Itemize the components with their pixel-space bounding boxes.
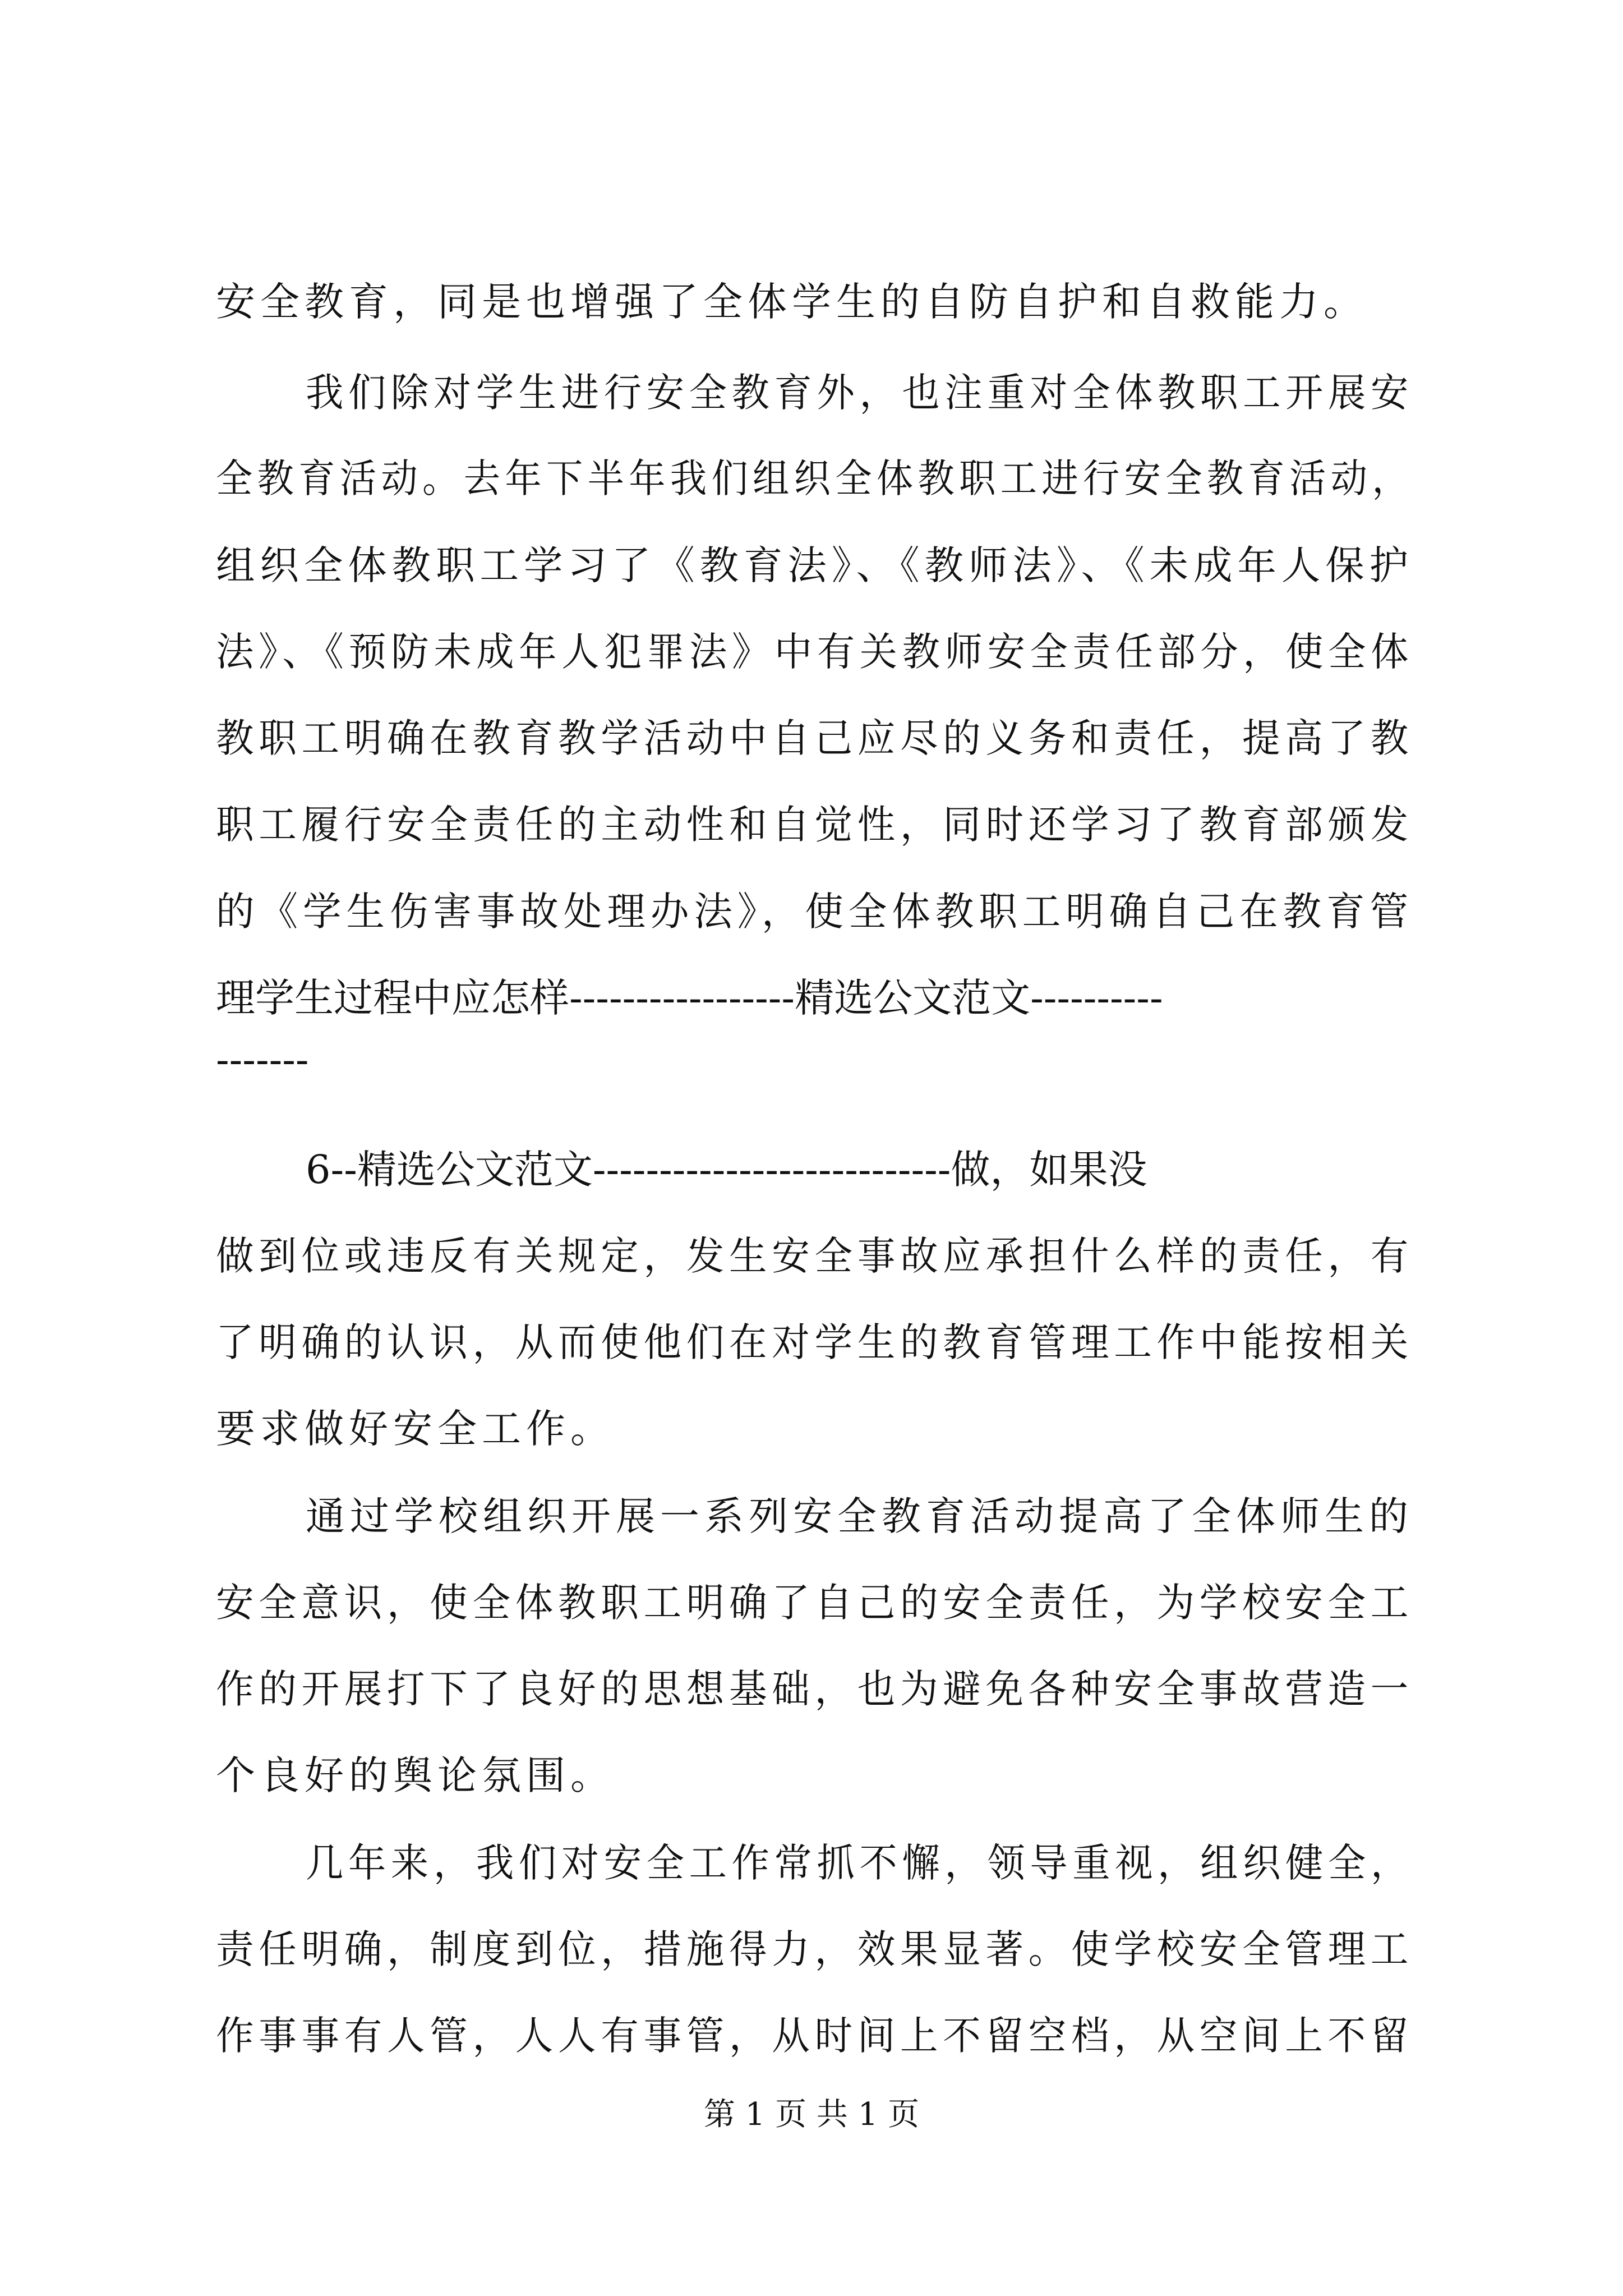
text-line: 教职工明确在教育教学活动中自己应尽的义务和责任，提高了教	[216, 715, 1414, 761]
text-line: 了明确的认识，从而使他们在对学生的教育管理工作中能按相关	[216, 1319, 1414, 1365]
text-line: -------	[216, 1037, 309, 1083]
text-line: 安全教育，同是也增强了全体学生的自防自护和自救能力。	[216, 279, 1368, 325]
text-line: 6--精选公文范文---------------------------做，如果没	[306, 1147, 1147, 1193]
text-line: 安全意识，使全体教职工明确了自己的安全责任，为学校安全工	[216, 1580, 1414, 1626]
text-line: 职工履行安全责任的主动性和自觉性，同时还学习了教育部颁发	[216, 802, 1414, 848]
text-line: 几年来，我们对安全工作常抓不懈，领导重视，组织健全，	[306, 1840, 1413, 1886]
text-line: 作事事有人管，人人有事管，从时间上不留空档，从空间上不留	[216, 2013, 1414, 2059]
text-line: 全教育活动。去年下半年我们组织全体教职工进行安全教育活动，	[216, 455, 1413, 501]
text-line: 理学生过程中应怎样-----------------精选公文范文----------	[216, 975, 1163, 1021]
text-line: 个良好的舆论氛围。	[216, 1752, 615, 1798]
text-line: 法》、《预防未成年人犯罪法》中有关教师安全责任部分，使全体	[216, 629, 1414, 675]
text-line: 通过学校组织开展一系列安全教育活动提高了全体师生的	[306, 1493, 1413, 1539]
page-footer: 第 1 页 共 1 页	[703, 2096, 920, 2133]
text-line: 组织全体教职工学习了《教育法》、《教师法》、《未成年人保护	[216, 542, 1414, 588]
text-line: 责任明确，制度到位，措施得力，效果显著。使学校安全管理工	[216, 1926, 1414, 1972]
text-line: 做到位或违反有关规定，发生安全事故应承担什么样的责任，有	[216, 1233, 1414, 1279]
text-line: 作的开展打下了良好的思想基础，也为避免各种安全事故营造一	[216, 1666, 1414, 1712]
text-line: 我们除对学生进行安全教育外，也注重对全体教职工开展安	[306, 370, 1413, 416]
text-line: 的《学生伤害事故处理办法》，使全体教职工明确自己在教育管	[216, 889, 1413, 935]
text-line: 要求做好安全工作。	[216, 1406, 615, 1452]
